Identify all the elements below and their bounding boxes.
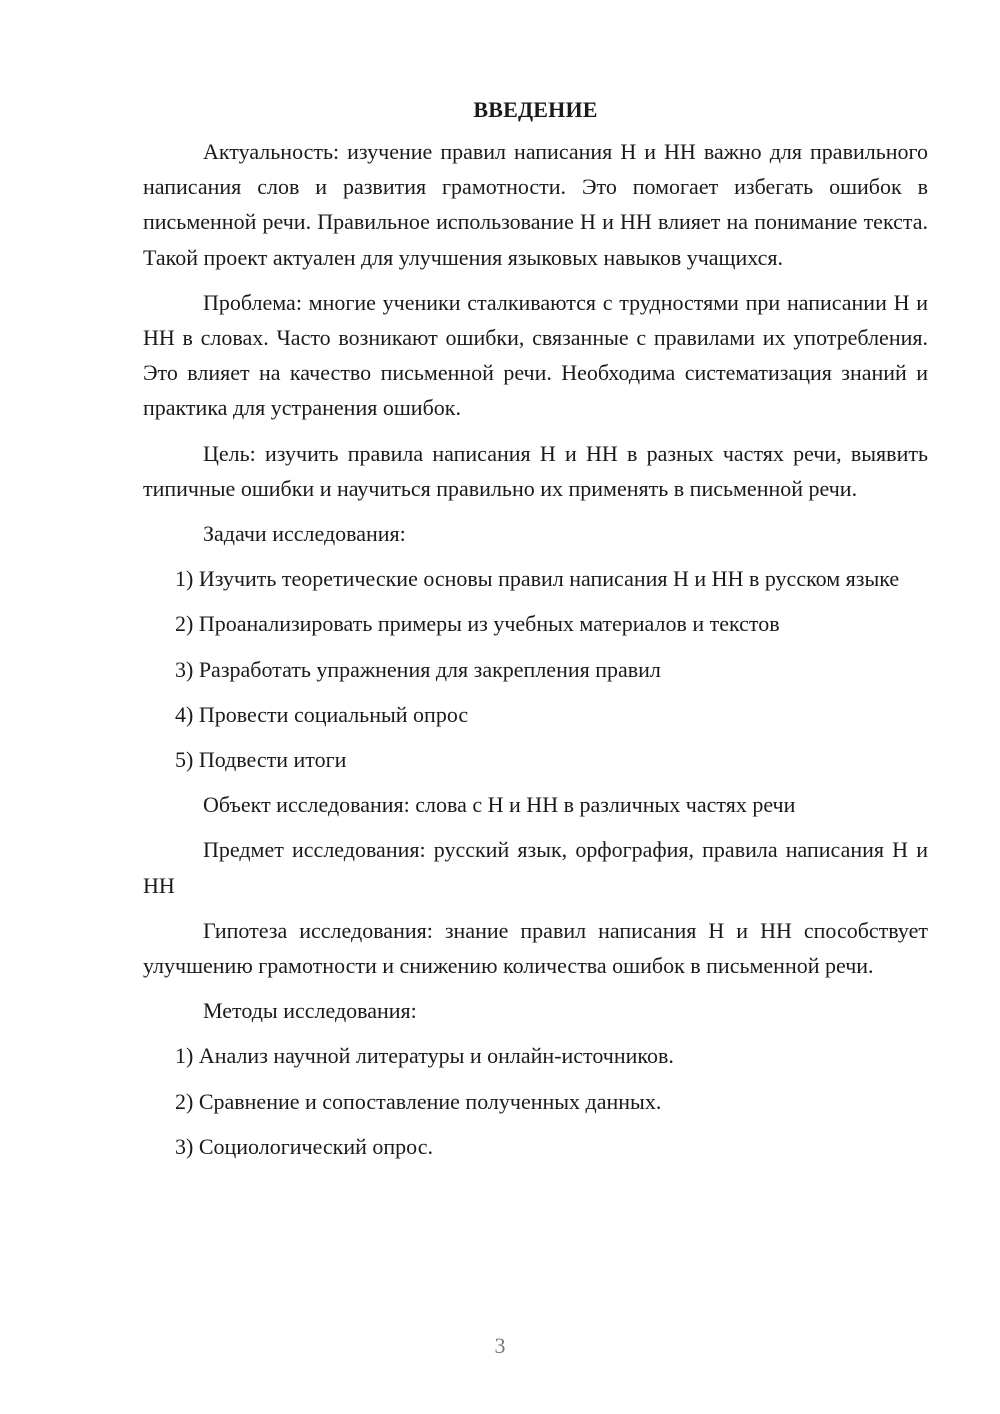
page-title: ВВЕДЕНИЕ [473,97,598,122]
task-item-3: 3) Разработать упражнения для закрепления правил [175,656,661,682]
method-item-2: 2) Сравнение и сопоставление полученных данных. [175,1088,662,1114]
paragraph-subject: Предмет исследования: русский язык, орфография, правила написания Н и НН [143,837,928,898]
task-item-4: 4) Провести социальный опрос [175,701,469,727]
method-item-3: 3) Социологический опрос. [175,1133,433,1159]
document-page [143,92,928,1164]
tasks-heading: Задачи исследования: [203,521,406,547]
paragraph-relevance: Актуальность: изучение правил написания Н и НН важно для правильного написания слов и развития грамотности. Это помогает избегать ошибок в письменной речи. Правильное использование Н и НН влияет на понимание текста. Такой проект актуален для улучшения языковых навыков учащихся. [143,139,928,270]
task-item-1: 1) Изучить теоретические основы правил написания Н и НН в русском языке [175,566,900,592]
paragraph-goal: Цель: изучить правила написания Н и НН в разных частях речи, выявить типичные ошибки и научиться правильно их применять в письменной речи. [143,440,928,501]
method-item-1: 1) Анализ научной литературы и онлайн-источников. [175,1043,674,1069]
paragraph-hypothesis: Гипотеза исследования: знание правил написания Н и НН способствует улучшению грамотности и снижению количества ошибок в письменной речи. [143,917,928,979]
task-item-2: 2) Проанализировать примеры из учебных материалов и текстов [175,611,780,637]
methods-heading: Методы исследования: [203,998,417,1024]
paragraph-object: Объект исследования: слова с Н и НН в различных частях речи [203,792,796,818]
page-number: 3 [494,1333,506,1358]
paragraph-problem: Проблема: многие ученики сталкиваются с трудностями при написании Н и НН в словах. Часто возникают ошибки, связанные с правилами их употребления. Это влияет на качество письменной речи. Необходима систематизация знаний и практика для устранения ошибок. [143,289,928,421]
task-item-5: 5) Подвести итоги [175,747,347,773]
